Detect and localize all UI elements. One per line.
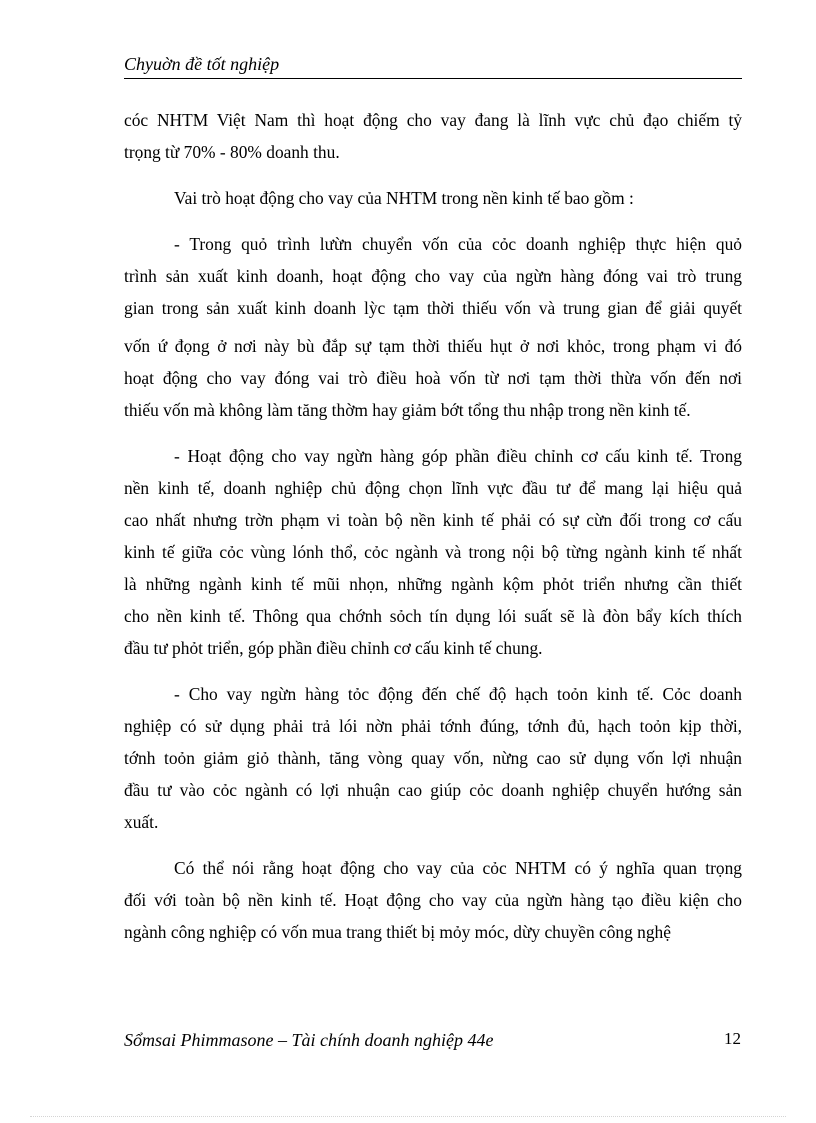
text-line: xuất. [124, 812, 159, 832]
text-line: nghiệp có sử dụng phải trả lói nờn phải tớnh đúng, tớnh đủ, hạch toỏn kịp thời, [124, 716, 742, 736]
text-line: nền kinh tế, doanh nghiệp chủ động chọn lĩnh vực đầu tư để mang lại hiệu quả [124, 478, 742, 498]
paragraph [124, 228, 742, 426]
paragraph [124, 104, 742, 168]
text-line: cho nền kinh tế. Thông qua chớnh sỏch tín dụng lói suất sẽ là đòn bẩy kích thích [124, 606, 742, 626]
text-line: đối với toàn bộ nền kinh tế. Hoạt động cho vay của ngừn hàng tạo điều kiện cho [124, 890, 742, 910]
text-line: Vai trò hoạt động cho vay của NHTM trong nền kinh tế bao gồm : [174, 188, 634, 208]
text-line: là những ngành kinh tế mũi nhọn, những ngành kộm phỏt triển nhưng cần thiết [124, 574, 742, 594]
paragraph [124, 678, 742, 838]
text-line: hoạt động cho vay đóng vai trò điều hoà vốn từ nơi tạm thời thừa vốn đến nơi [124, 368, 742, 388]
text-line: vốn ứ đọng ở nơi này bù đắp sự tạm thời thiếu hụt ở nơi khỏc, trong phạm vi đó [124, 336, 742, 356]
text-line: đầu tư phỏt triển, góp phần điều chỉnh cơ cấu kinh tế chung. [124, 638, 543, 658]
text-line: trọng từ 70% - 80% doanh thu. [124, 142, 340, 162]
text-line: cóc NHTM Việt Nam thì hoạt động cho vay đang là lĩnh vực chủ đạo chiếm tỷ [124, 110, 742, 130]
running-footer: Sổmsai Phimmasone – Tài chính doanh nghiệp 44e [124, 1030, 494, 1050]
page-bottom-divider [30, 1116, 786, 1117]
text-line: - Cho vay ngừn hàng tỏc động đến chế độ hạch toỏn kinh tế. Cỏc doanh [174, 684, 742, 704]
text-line: tớnh toỏn giảm giỏ thành, tăng vòng quay vốn, nừng cao sử dụng vốn lợi nhuận [124, 748, 742, 768]
header-rule [124, 78, 742, 79]
running-header: Chyuờn đề tốt nghiệp [124, 54, 280, 74]
text-line: gian trong sản xuất kinh doanh lỳc tạm thời thiếu vốn và trung gian để giải quyết [124, 298, 742, 318]
page-number: 12 [724, 1029, 741, 1048]
text-line: trình sản xuất kinh doanh, hoạt động cho vay của ngừn hàng đóng vai trò trung [124, 266, 742, 286]
text-line: thiếu vốn mà không làm tăng thờm hay giảm bớt tổng thu nhập trong nền kinh tế. [124, 400, 691, 420]
paragraph [124, 852, 742, 948]
text-line: - Trong quỏ trình lưừn chuyển vốn của cỏc doanh nghiệp thực hiện quỏ [174, 234, 742, 254]
paragraph [124, 182, 742, 214]
text-line: cao nhất nhưng trờn phạm vi toàn bộ nền kinh tế phải có sự cừn đối trong cơ cấu [124, 510, 742, 530]
text-line: ngành công nghiệp có vốn mua trang thiết bị mỏy móc, dừy chuyền công nghệ [124, 922, 671, 942]
text-line: đầu tư vào cỏc ngành có lợi nhuận cao giúp cỏc doanh nghiệp chuyển hướng sản [124, 780, 742, 800]
document-body [124, 104, 742, 948]
text-line: kinh tế giữa cỏc vùng lónh thổ, cỏc ngành và trong nội bộ từng ngành kinh tế nhất [124, 542, 742, 562]
text-line: - Hoạt động cho vay ngừn hàng góp phần điều chỉnh cơ cấu kinh tế. Trong [174, 446, 742, 466]
paragraph [124, 440, 742, 664]
text-line: Có thể nói rằng hoạt động cho vay của cỏc NHTM có ý nghĩa quan trọng [174, 858, 742, 878]
